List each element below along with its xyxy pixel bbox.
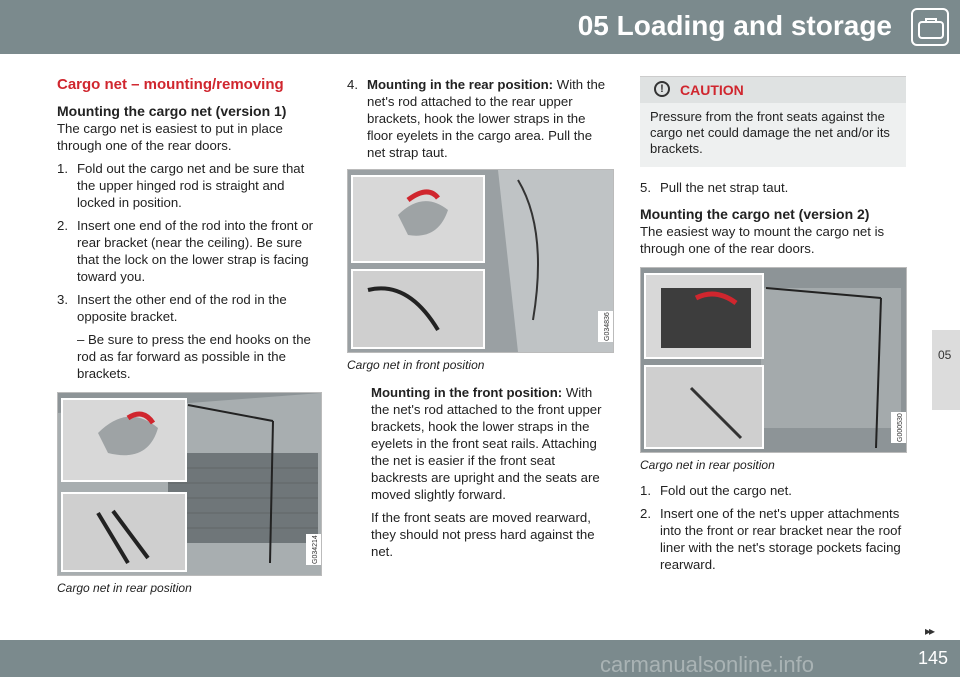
bag-icon xyxy=(911,8,949,46)
subtitle-version-1: Mounting the cargo net (version 1) xyxy=(57,103,287,119)
step-heading: Mounting in the rear position: xyxy=(367,77,554,92)
front-position-heading: Mounting in the front position: xyxy=(371,385,563,400)
step-text: With the net's rod attached to the rear upper brackets, hook the lower straps in the floor eyelets in the cargo area. Pull the net strap taut. xyxy=(367,77,606,160)
page-number: 145 xyxy=(917,648,948,668)
step-text: Insert one end of the rod into the front or rear bracket (near the ceiling). Be sure that the lock on the lower strap is facing toward you. xyxy=(77,218,314,284)
step-text: Fold out the cargo net and be sure that the upper hinged rod is straight and locked in position. xyxy=(77,161,305,210)
chapter-title: 05 Loading and storage xyxy=(577,10,892,41)
front-position-paragraph xyxy=(347,384,614,503)
step-item xyxy=(57,291,322,325)
step-number: 1. xyxy=(640,483,651,498)
step-item xyxy=(347,76,614,161)
step-item xyxy=(57,160,322,211)
step-text: Insert the other end of the rod in the opposite bracket. xyxy=(77,292,287,324)
figure-cargo-net-rear-2 xyxy=(640,267,907,453)
column-right xyxy=(640,76,906,579)
step-number: 4. xyxy=(347,77,358,92)
figure-caption: Cargo net in rear position xyxy=(640,458,775,472)
figure-id: G000530 xyxy=(891,412,907,443)
step-number: 3. xyxy=(57,292,68,307)
intro-text: The cargo net is easiest to put in place through one of the rear doors. xyxy=(57,121,283,153)
footer-bar xyxy=(0,640,960,677)
step-number: 2. xyxy=(640,506,651,521)
step-number: 1. xyxy=(57,161,68,176)
caution-header xyxy=(640,77,906,103)
caution-title: CAUTION xyxy=(680,82,744,98)
figure-id: G034214 xyxy=(306,534,322,565)
front-position-note: If the front seats are moved rearward, they should not press hard against the net. xyxy=(371,510,595,559)
section-title: Cargo net – mounting/removing xyxy=(57,76,284,93)
step-number: 2. xyxy=(57,218,68,233)
step-text: Pull the net strap taut. xyxy=(660,180,789,195)
illustration xyxy=(641,268,906,452)
caution-text: Pressure from the front seats against the cargo net could damage the net and/or its brackets. xyxy=(650,109,890,156)
front-position-text: With the net's rod attached to the front upper brackets, hook the lower straps in the eyelets in the front seat rails. Attaching the net is easier if the front seat backrests are upright and the seats are moved slightly forward. xyxy=(371,385,602,502)
step-note xyxy=(57,331,322,382)
figure-caption: Cargo net in rear position xyxy=(57,581,192,595)
illustration xyxy=(58,393,321,575)
illustration xyxy=(348,170,613,352)
step-number: 5. xyxy=(640,180,651,195)
column-middle xyxy=(347,76,614,566)
subtitle-version-2: Mounting the cargo net (version 2) xyxy=(640,206,870,222)
step-item xyxy=(57,217,322,285)
exclamation-icon: ! xyxy=(654,81,670,97)
watermark: carmanualsonline.info xyxy=(600,652,815,677)
figure-id: G034836 xyxy=(598,311,614,342)
chapter-tab[interactable] xyxy=(932,330,960,410)
step-note-text: – Be sure to press the end hooks on the rod as far forward as possible in the brackets. xyxy=(77,332,311,381)
chapter-tab-label: 05 xyxy=(938,348,952,362)
intro-text: The easiest way to mount the cargo net is through one of the rear doors. xyxy=(640,224,885,256)
double-chevron-right-icon[interactable]: ▸▸ xyxy=(925,624,934,638)
step-text: Fold out the cargo net. xyxy=(660,483,792,498)
step-item xyxy=(640,179,906,196)
figure-cargo-net-rear-1 xyxy=(57,392,322,576)
figure-cargo-net-front xyxy=(347,169,614,353)
step-text: Insert one of the net's upper attachments into the front or rear bracket near the roof liner with the net's storage pockets facing rearward. xyxy=(660,506,902,572)
figure-caption: Cargo net in front position xyxy=(347,358,485,372)
step-item xyxy=(640,482,906,499)
caution-box xyxy=(640,76,906,167)
column-left xyxy=(57,76,322,597)
step-item xyxy=(640,505,906,573)
